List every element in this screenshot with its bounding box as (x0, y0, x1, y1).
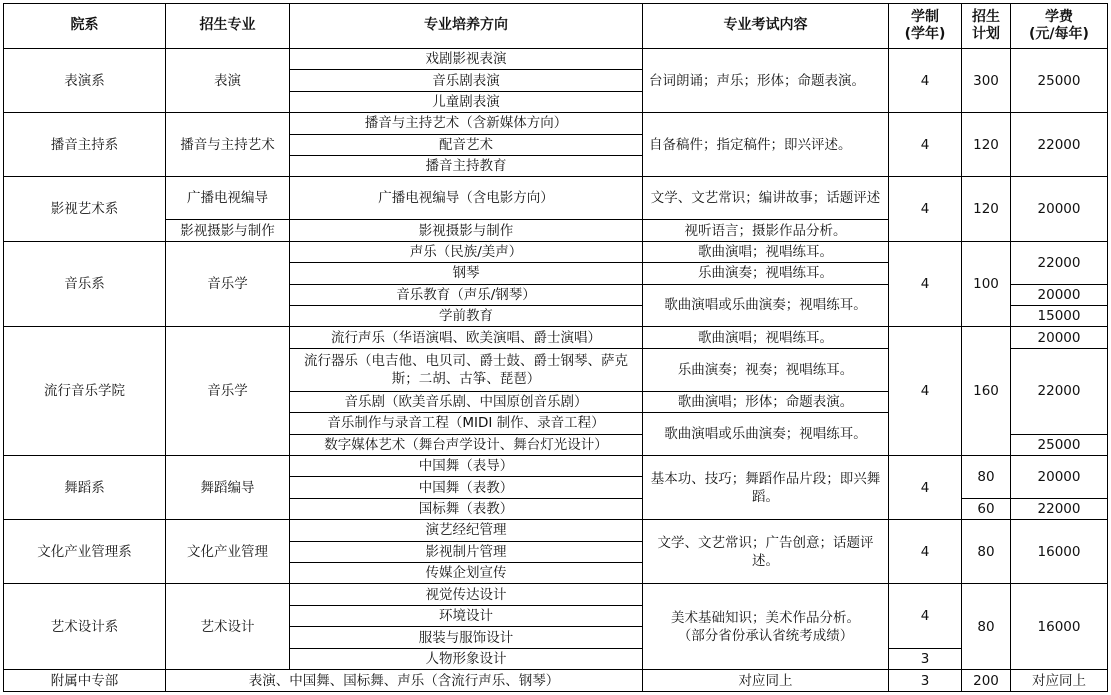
direction-cell: 流行器乐（电吉他、电贝司、爵士鼓、爵士钢琴、萨克斯；二胡、古筝、琵琶） (290, 348, 643, 391)
table-row (4, 113, 1108, 134)
header-major: 招生专业 (166, 4, 290, 49)
major-design: 艺术设计 (166, 584, 290, 670)
table-row (4, 520, 1108, 541)
table-header-row (4, 4, 1108, 49)
direction-cell: 国标舞（表教） (290, 498, 643, 519)
direction-cell: 音乐制作与录音工程（MIDI 制作、录音工程） (290, 413, 643, 434)
header-years-line2: (学年) (904, 25, 946, 42)
fee-pop-3: 25000 (1011, 434, 1108, 455)
dept-music: 音乐系 (4, 241, 166, 327)
major-music: 音乐学 (166, 241, 290, 327)
fee-performance: 25000 (1011, 48, 1108, 112)
exam-music-3: 歌曲演唱或乐曲演奏；视唱练耳。 (643, 284, 889, 327)
header-years-line1: 学制 (911, 8, 939, 25)
plan-culture: 80 (962, 520, 1011, 584)
dept-culture: 文化产业管理系 (4, 520, 166, 584)
exam-film-1: 文学、文艺常识；编讲故事；话题评述 (643, 177, 889, 220)
direction-cell: 声乐（民族/美声） (290, 241, 643, 262)
exam-music-1: 歌曲演唱；视唱练耳。 (643, 241, 889, 262)
exam-design-line1: 美术基础知识；美术作品分析。 (671, 609, 860, 626)
plan-design: 80 (962, 584, 1011, 670)
exam-broadcast: 自备稿件；指定稿件；即兴评述。 (643, 113, 889, 177)
direction-cell: 服装与服饰设计 (290, 627, 643, 648)
years-dance: 4 (889, 455, 962, 519)
direction-cell: 音乐剧（欧美音乐剧、中国原创音乐剧） (290, 391, 643, 412)
fee-music-3: 15000 (1011, 305, 1108, 326)
years-secondary: 3 (889, 670, 962, 692)
dept-secondary: 附属中专部 (4, 670, 166, 692)
fee-design: 16000 (1011, 584, 1108, 670)
plan-dance-2: 60 (962, 498, 1011, 519)
years-film: 4 (889, 177, 962, 241)
plan-broadcast: 120 (962, 113, 1011, 177)
direction-cell: 钢琴 (290, 263, 643, 284)
fee-film: 20000 (1011, 177, 1108, 241)
dept-dance: 舞蹈系 (4, 455, 166, 519)
table-row (4, 670, 1108, 692)
exam-performance: 台词朗诵；声乐；形体；命题表演。 (643, 48, 889, 112)
direction-cell: 音乐教育（声乐/钢琴） (290, 284, 643, 305)
direction-cell: 人物形象设计 (290, 648, 643, 669)
fee-broadcast: 22000 (1011, 113, 1108, 177)
header-fee-line2: (元/每年) (1029, 25, 1089, 42)
major-culture: 文化产业管理 (166, 520, 290, 584)
header-department: 院系 (4, 4, 166, 49)
plan-pop: 160 (962, 327, 1011, 456)
direction-cell: 学前教育 (290, 305, 643, 326)
dept-film: 影视艺术系 (4, 177, 166, 241)
exam-music-2: 乐曲演奏；视唱练耳。 (643, 263, 889, 284)
major-pop: 音乐学 (166, 327, 290, 456)
years-design-2: 3 (889, 648, 962, 669)
header-fee-line1: 学费 (1045, 8, 1073, 25)
table-row (4, 48, 1108, 69)
major-broadcast: 播音与主持艺术 (166, 113, 290, 177)
header-plan-line2: 计划 (972, 25, 1000, 42)
years-pop: 4 (889, 327, 962, 456)
exam-pop-1: 歌曲演唱；视唱练耳。 (643, 327, 889, 348)
fee-dance-2: 22000 (1011, 498, 1108, 519)
exam-secondary: 对应同上 (643, 670, 889, 692)
direction-cell: 中国舞（表导） (290, 455, 643, 476)
fee-music-1: 22000 (1011, 241, 1108, 284)
majors-secondary: 表演、中国舞、国标舞、声乐（含流行声乐、钢琴） (166, 670, 643, 692)
plan-secondary: 200 (962, 670, 1011, 692)
fee-pop-2: 22000 (1011, 348, 1108, 434)
table-row (4, 327, 1108, 348)
fee-music-2: 20000 (1011, 284, 1108, 305)
table-row (4, 241, 1108, 262)
plan-performance: 300 (962, 48, 1011, 112)
header-plan (962, 4, 1011, 49)
exam-pop-4: 歌曲演唱或乐曲演奏；视唱练耳。 (643, 413, 889, 456)
header-direction: 专业培养方向 (290, 4, 643, 49)
years-culture: 4 (889, 520, 962, 584)
direction-cell: 视觉传达设计 (290, 584, 643, 605)
years-design-1: 4 (889, 584, 962, 648)
plan-dance-1: 80 (962, 455, 1011, 498)
exam-design-line2: （部分省份承认省统考成绩） (677, 627, 854, 644)
direction-cell: 中国舞（表教） (290, 477, 643, 498)
direction-cell: 广播电视编导（含电影方向） (290, 177, 643, 220)
major-performance: 表演 (166, 48, 290, 112)
direction-cell: 环境设计 (290, 605, 643, 626)
exam-dance: 基本功、技巧；舞蹈作品片段；即兴舞蹈。 (643, 455, 889, 519)
direction-cell: 流行声乐（华语演唱、欧美演唱、爵士演唱） (290, 327, 643, 348)
major-dance: 舞蹈编导 (166, 455, 290, 519)
exam-film-2: 视听语言；摄影作品分析。 (643, 220, 889, 241)
dept-performance: 表演系 (4, 48, 166, 112)
direction-cell: 影视制片管理 (290, 541, 643, 562)
major-film-1: 广播电视编导 (166, 177, 290, 220)
direction-cell: 演艺经纪管理 (290, 520, 643, 541)
plan-music: 100 (962, 241, 1011, 327)
fee-dance-1: 20000 (1011, 455, 1108, 498)
table-row (4, 584, 1108, 605)
dept-broadcast: 播音主持系 (4, 113, 166, 177)
header-years (889, 4, 962, 49)
direction-cell: 数字媒体艺术（舞台声学设计、舞台灯光设计） (290, 434, 643, 455)
admissions-table (3, 3, 1108, 692)
dept-pop: 流行音乐学院 (4, 327, 166, 456)
fee-pop-1: 20000 (1011, 327, 1108, 348)
direction-cell: 播音与主持艺术（含新媒体方向） (290, 113, 643, 134)
fee-secondary: 对应同上 (1011, 670, 1108, 692)
years-music: 4 (889, 241, 962, 327)
direction-cell: 影视摄影与制作 (290, 220, 643, 241)
direction-cell: 传媒企划宣传 (290, 563, 643, 584)
direction-cell: 播音主持教育 (290, 156, 643, 177)
direction-cell: 儿童剧表演 (290, 91, 643, 112)
header-fee (1011, 4, 1108, 49)
header-plan-line1: 招生 (972, 8, 1000, 25)
table-row (4, 177, 1108, 220)
exam-pop-3: 歌曲演唱；形体；命题表演。 (643, 391, 889, 412)
exam-culture: 文学、文艺常识；广告创意；话题评述。 (643, 520, 889, 584)
exam-design (643, 584, 889, 670)
direction-cell: 戏剧影视表演 (290, 48, 643, 69)
dept-design: 艺术设计系 (4, 584, 166, 670)
plan-film: 120 (962, 177, 1011, 241)
years-performance: 4 (889, 48, 962, 112)
header-exam: 专业考试内容 (643, 4, 889, 49)
major-film-2: 影视摄影与制作 (166, 220, 290, 241)
direction-cell: 音乐剧表演 (290, 70, 643, 91)
direction-cell: 配音艺术 (290, 134, 643, 155)
years-broadcast: 4 (889, 113, 962, 177)
fee-culture: 16000 (1011, 520, 1108, 584)
table-row (4, 455, 1108, 476)
exam-pop-2: 乐曲演奏；视奏；视唱练耳。 (643, 348, 889, 391)
